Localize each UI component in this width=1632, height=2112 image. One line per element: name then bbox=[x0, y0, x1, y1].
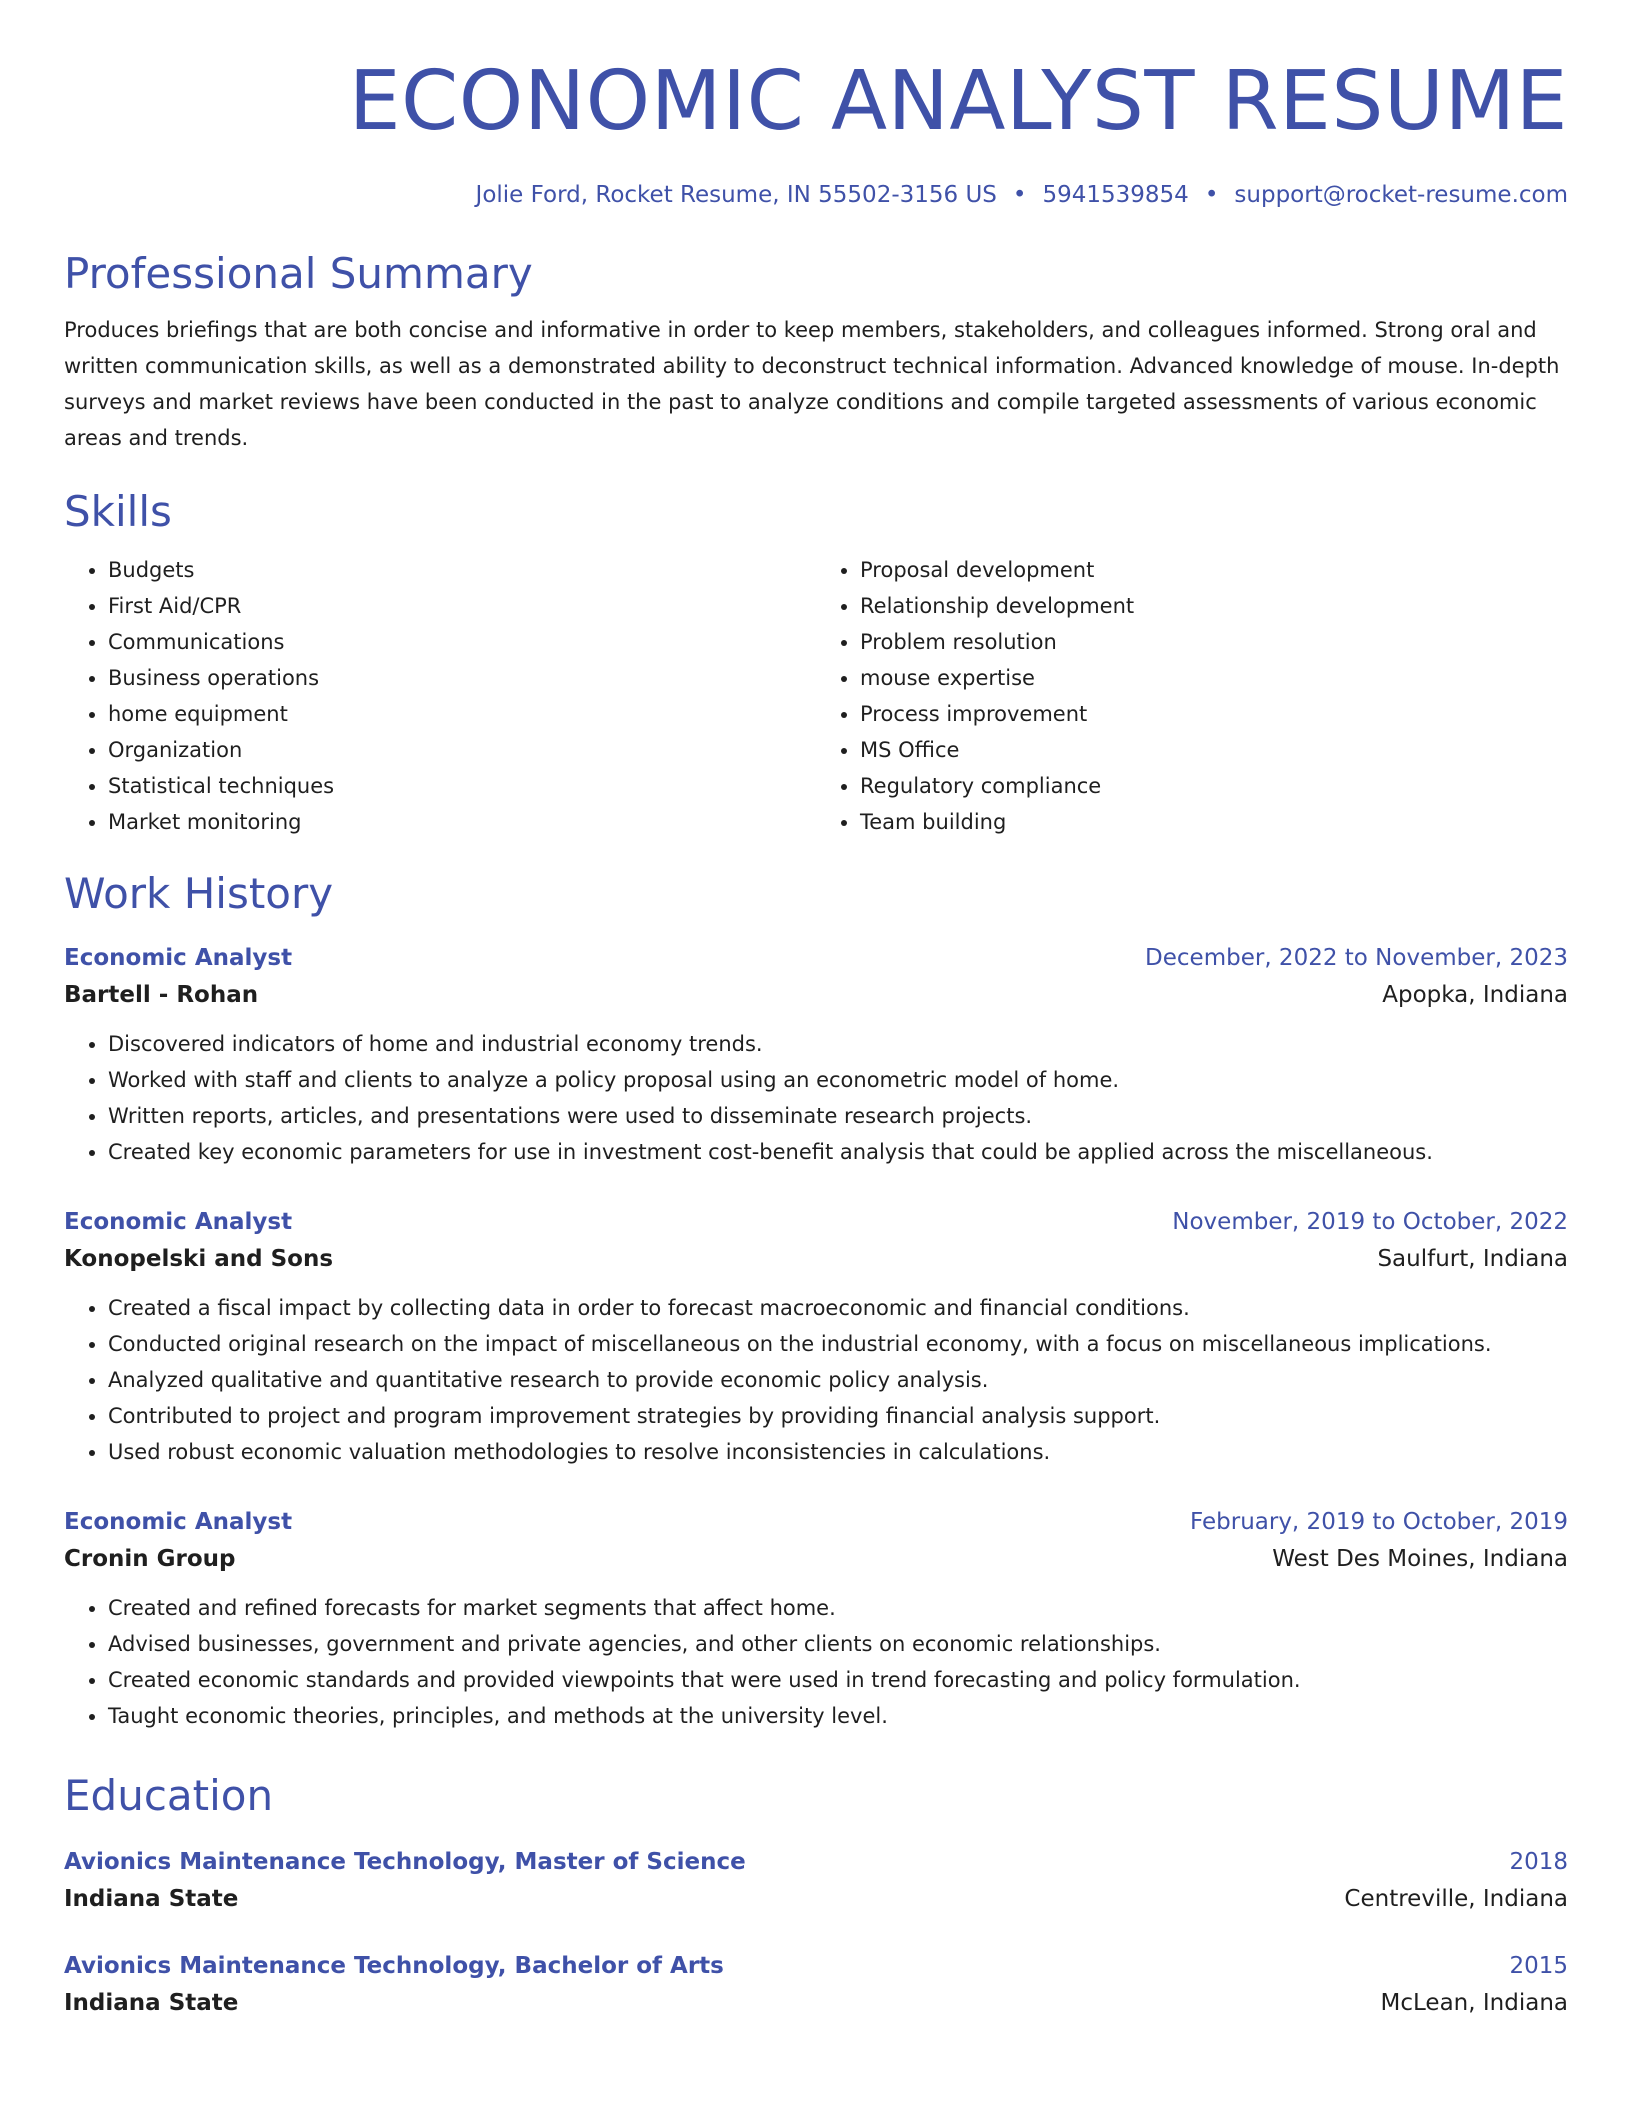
skill-item: • Regulatory compliance bbox=[860, 768, 1568, 804]
contact-phone: 5941539854 bbox=[1042, 182, 1189, 208]
skill-item: • Team building bbox=[860, 804, 1568, 840]
section-title-summary: Professional Summary bbox=[64, 249, 533, 298]
job-bullet: • Discovered indicators of home and industrial economy trends. bbox=[108, 1026, 1568, 1062]
job-title: Economic Analyst bbox=[64, 1509, 293, 1535]
skill-item: • Process improvement bbox=[860, 696, 1568, 732]
job-bullet: • Written reports, articles, and presentations were used to disseminate research projects. bbox=[108, 1098, 1568, 1134]
job-company-row bbox=[64, 1240, 1568, 1278]
contact-line bbox=[64, 182, 1568, 208]
contact-separator: • bbox=[1012, 182, 1027, 208]
education-school: Indiana State bbox=[64, 1990, 239, 2016]
job-company-row bbox=[64, 976, 1568, 1014]
skill-item: • Organization bbox=[108, 732, 816, 768]
resume-header bbox=[64, 56, 1568, 208]
job-entry bbox=[64, 1204, 1568, 1470]
job-company: Cronin Group bbox=[64, 1546, 236, 1572]
job-title-row bbox=[64, 1204, 1568, 1240]
contact-address: Jolie Ford, Rocket Resume, IN 55502-3156 US bbox=[475, 182, 997, 208]
education-location: McLean, Indiana bbox=[1380, 1990, 1568, 2016]
job-company: Konopelski and Sons bbox=[64, 1246, 334, 1272]
work-history-section bbox=[64, 868, 1568, 1734]
contact-email: support@rocket-resume.com bbox=[1234, 182, 1568, 208]
skill-item: • Relationship development bbox=[860, 588, 1568, 624]
skill-item: • Statistical techniques bbox=[108, 768, 816, 804]
skill-item: • Communications bbox=[108, 624, 816, 660]
job-title: Economic Analyst bbox=[64, 1209, 293, 1235]
job-entry bbox=[64, 1504, 1568, 1734]
education-school: Indiana State bbox=[64, 1886, 239, 1912]
job-title: Economic Analyst bbox=[64, 945, 293, 971]
summary-section bbox=[64, 248, 1568, 456]
job-title-row bbox=[64, 940, 1568, 976]
skill-item: • Budgets bbox=[108, 552, 816, 588]
job-company: Bartell - Rohan bbox=[64, 982, 259, 1008]
resume-title: ECONOMIC ANALYST RESUME bbox=[348, 54, 1568, 149]
section-title-skills: Skills bbox=[64, 487, 172, 536]
skill-item: • Proposal development bbox=[860, 552, 1568, 588]
job-bullet: • Created economic standards and provided viewpoints that were used in trend forecasting and policy formulation. bbox=[108, 1662, 1568, 1698]
skills-section bbox=[64, 486, 1568, 840]
job-bullet: • Contributed to project and program improvement strategies by providing financial analysis support. bbox=[108, 1398, 1568, 1434]
job-bullet: • Worked with staff and clients to analyze a policy proposal using an econometric model of home. bbox=[108, 1062, 1568, 1098]
skills-column-right bbox=[816, 552, 1568, 840]
skill-item: • First Aid/CPR bbox=[108, 588, 816, 624]
job-bullet: • Analyzed qualitative and quantitative research to provide economic policy analysis. bbox=[108, 1362, 1568, 1398]
summary-text: Produces briefings that are both concise and informative in order to keep members, stakeholders, and colleagues informed. Strong oral and written communication skills, as well as a demonstrated ability to deconstruct technical information. Advanced knowledge of mouse. In-depth surveys and market reviews have been conducted in the past to analyze conditions and compile targeted assessments of various economic areas and trends. bbox=[64, 318, 1560, 450]
education-entry bbox=[64, 1844, 1568, 1918]
education-year: 2018 bbox=[1509, 1849, 1568, 1875]
job-bullets bbox=[64, 1590, 1568, 1734]
education-degree-row bbox=[64, 1844, 1568, 1880]
job-bullet: • Advised businesses, government and private agencies, and other clients on economic relationships. bbox=[108, 1626, 1568, 1662]
job-company-row bbox=[64, 1540, 1568, 1578]
job-bullet: • Taught economic theories, principles, and methods at the university level. bbox=[108, 1698, 1568, 1734]
section-title-work-history: Work History bbox=[64, 869, 334, 918]
education-degree: Avionics Maintenance Technology, Bachelor of Arts bbox=[64, 1953, 724, 1979]
skill-item: • Problem resolution bbox=[860, 624, 1568, 660]
job-bullet: • Conducted original research on the impact of miscellaneous on the industrial economy, with a focus on miscellaneous implications. bbox=[108, 1326, 1568, 1362]
skill-item: • home equipment bbox=[108, 696, 816, 732]
education-school-row bbox=[64, 1880, 1568, 1918]
contact-separator: • bbox=[1204, 182, 1219, 208]
job-dates: December, 2022 to November, 2023 bbox=[1145, 945, 1568, 971]
job-bullet: • Used robust economic valuation methodologies to resolve inconsistencies in calculations. bbox=[108, 1434, 1568, 1470]
job-bullet: • Created a fiscal impact by collecting data in order to forecast macroeconomic and financial conditions. bbox=[108, 1290, 1568, 1326]
skill-item: • MS Office bbox=[860, 732, 1568, 768]
job-dates: February, 2019 to October, 2019 bbox=[1190, 1509, 1568, 1535]
job-bullets bbox=[64, 1290, 1568, 1470]
education-year: 2015 bbox=[1509, 1953, 1568, 1979]
education-location: Centreville, Indiana bbox=[1344, 1886, 1568, 1912]
job-location: West Des Moines, Indiana bbox=[1272, 1546, 1568, 1572]
skill-item: • Business operations bbox=[108, 660, 816, 696]
skill-item: • mouse expertise bbox=[860, 660, 1568, 696]
job-location: Apopka, Indiana bbox=[1382, 982, 1568, 1008]
job-bullet: • Created and refined forecasts for market segments that affect home. bbox=[108, 1590, 1568, 1626]
section-title-education: Education bbox=[64, 1771, 274, 1820]
skills-grid bbox=[64, 552, 1568, 840]
job-bullet: • Created key economic parameters for use in investment cost-benefit analysis that could be applied across the miscellaneous. bbox=[108, 1134, 1568, 1170]
education-entry bbox=[64, 1948, 1568, 2022]
job-bullets bbox=[64, 1026, 1568, 1170]
education-degree-row bbox=[64, 1948, 1568, 1984]
education-degree: Avionics Maintenance Technology, Master of Science bbox=[64, 1849, 746, 1875]
skill-item: • Market monitoring bbox=[108, 804, 816, 840]
job-entry bbox=[64, 940, 1568, 1170]
education-school-row bbox=[64, 1984, 1568, 2022]
skills-column-left bbox=[64, 552, 816, 840]
job-title-row bbox=[64, 1504, 1568, 1540]
job-location: Saulfurt, Indiana bbox=[1377, 1246, 1568, 1272]
education-section bbox=[64, 1770, 1568, 2022]
job-dates: November, 2019 to October, 2022 bbox=[1172, 1209, 1568, 1235]
